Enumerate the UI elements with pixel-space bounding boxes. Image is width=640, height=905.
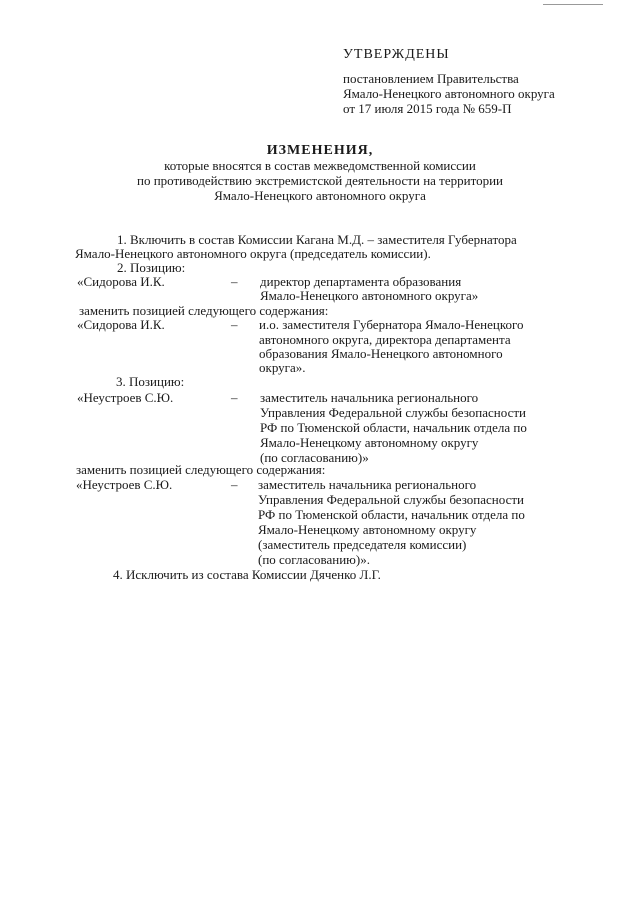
document-subtitle-line: Ямало-Ненецкого автономного округа (214, 188, 426, 203)
replace-text: заменить позицией следующего содержания: (79, 303, 329, 318)
position-dash: – (231, 317, 238, 332)
approval-line: от 17 июля 2015 года № 659-П (343, 101, 512, 116)
item-3-heading: 3. Позицию: (116, 374, 185, 389)
position-desc-line: округа». (259, 360, 306, 375)
document-title: ИЗМЕНЕНИЯ, (266, 143, 374, 158)
position-desc-line: Ямало-Ненецкому автономному округу (260, 435, 479, 450)
position-desc-line: Управления Федеральной службы безопасности (260, 405, 526, 420)
position-desc-line: (по согласованию)» (260, 450, 369, 465)
approval-title: УТВЕРЖДЕНЫ (343, 47, 450, 62)
position-name: «Неустроев С.Ю. (77, 390, 174, 405)
position-desc-line: РФ по Тюменской области, начальник отдела по (258, 507, 525, 522)
position-desc-line: заместитель начальника регионального (258, 477, 477, 492)
scan-edge-mark (543, 4, 603, 5)
item-4-line: 4. Исключить из состава Комиссии Дяченко Л.Г. (113, 567, 381, 582)
position-desc-line: директор департамента образования (260, 274, 462, 289)
document-subtitle-line: по противодействию экстремистской деятельности на территории (136, 173, 503, 188)
position-desc-line: Ямало-Ненецкого автономного округа» (260, 288, 479, 303)
position-name: «Сидорова И.К. (77, 274, 165, 289)
position-dash: – (231, 390, 238, 405)
position-desc-line: РФ по Тюменской области, начальник отдела по (260, 420, 527, 435)
position-desc-line: Управления Федеральной службы безопасности (258, 492, 524, 507)
position-desc-line: Ямало-Ненецкому автономному округу (258, 522, 477, 537)
item-2-heading: 2. Позицию: (117, 260, 186, 275)
approval-line: Ямало-Ненецкого автономного округа (343, 86, 555, 101)
item-1-line: 1. Включить в состав Комиссии Кагана М.Д. – заместителя Губернатора (117, 232, 517, 247)
position-desc-line: образования Ямало-Ненецкого автономного (259, 346, 503, 361)
approval-line: постановлением Правительства (343, 71, 519, 86)
position-name: «Сидорова И.К. (77, 317, 165, 332)
position-desc-line: (по согласованию)». (258, 552, 370, 567)
position-desc-line: автономного округа, директора департамента (259, 332, 511, 347)
item-1-line: Ямало-Ненецкого автономного округа (председатель комиссии). (75, 246, 431, 261)
replace-text: заменить позицией следующего содержания: (76, 462, 326, 477)
position-dash: – (231, 274, 238, 289)
position-dash: – (231, 477, 238, 492)
document-subtitle-line: которые вносятся в состав межведомственной комиссии (164, 158, 476, 173)
position-desc-line: (заместитель председателя комиссии) (258, 537, 467, 552)
position-name: «Неустроев С.Ю. (76, 477, 173, 492)
position-desc-line: заместитель начальника регионального (260, 390, 479, 405)
position-desc-line: и.о. заместителя Губернатора Ямало-Ненецкого (259, 317, 524, 332)
